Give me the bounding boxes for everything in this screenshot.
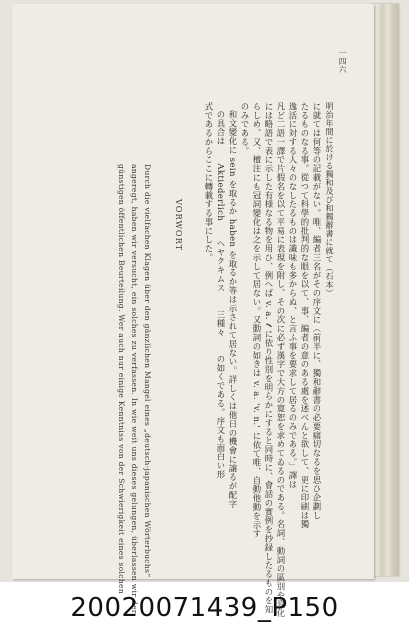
jp-line: の具合は Aktiederlich ヘヤクキムス 三種々 の如くである。序文も面白い形 [216, 110, 226, 480]
jp-line: には略語で表に示した有様なる物を用ひ、例へば v. a. 𝓉 に依り性別を明らかにすると同時に、會話の實例を抄録したるものを知 [264, 102, 274, 615]
jp-line: 凡ど二語一譯で片假名を以て平易に表現を附し、その次に必ず漢字で大方の寛恕を求めてゐるのである。名詞、動詞の區別や変化 [276, 102, 286, 618]
jp-line: のみである。 [240, 102, 250, 156]
jp-line: 和文變化に sein を取るか haben を取るか等は示されて居ない。詳しくは他日の機會に譲るが配字 [228, 110, 238, 509]
jp-line: らしめ、又、檀注にも冠詞變化は之を示して居ない。又動詞の如きは v. a. 'v. n.' に依て唯、自動他動を示す [252, 102, 262, 539]
jp-line: に就ては何等の記載がない。唯、編者三名がその序文に（前半に、獨和辭書の必要痛切なるを思ひ企劃し [312, 102, 322, 520]
jp-line: たるものなる事。從つて科學的批判的な眼を以て、事、編者の意のある處を述べんと欲して、更に印刷は獨 [300, 102, 310, 529]
section-heading: VORWORT [174, 199, 184, 252]
image-id-caption: 20020071439_P150 [70, 593, 339, 623]
german-line: günstigen öffentlichen Beurteilung. Wer auch nur einige Kenntniss von der Schwierigkeit eines solchen [117, 164, 126, 595]
german-line: Durch die vielfachen Klagen über den gänzlichen Mangel eines „deutsch-japanischen Wörterbuchs“ [143, 164, 152, 578]
german-line: angeregt, haben wir versucht, ein solches zu verfassen. In wie weit uns dieses gelungen, überlassen wir der [130, 164, 139, 614]
page-number: 一四六 [338, 49, 347, 74]
page-edge-stack [371, 4, 399, 576]
jp-line: 逸活に対する人々のなしたるものは識味も多からぬ、と言ふ事を要求して居るのみである。」譯は [288, 102, 298, 489]
jp-line: 式であるからここに轉載する事にした。 [204, 102, 214, 263]
running-header: 明治年間に於ける獨和及び和獨辭書に就て（石本） [325, 102, 334, 298]
